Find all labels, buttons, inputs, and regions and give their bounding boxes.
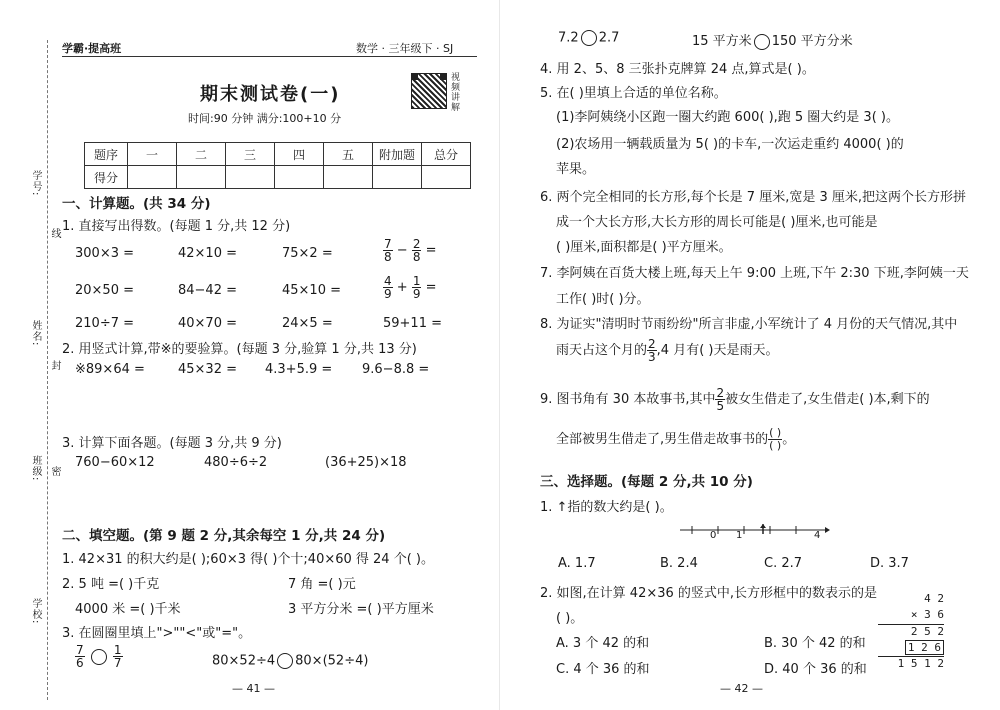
score-cell[interactable] <box>128 166 177 189</box>
side-label-school: 学校: <box>30 598 41 625</box>
q1-fraction-item <box>383 238 437 263</box>
choice-option[interactable]: B. 2.4 <box>660 556 698 571</box>
q1-item: 210÷7 = <box>75 316 135 331</box>
score-cell[interactable] <box>373 166 422 189</box>
score-table <box>84 142 471 189</box>
choice-q2a: 2. 如图,在计算 42×36 的竖式中,长方形框中的数表示的是 <box>540 586 878 601</box>
q3-item: 760−60×12 <box>75 455 155 470</box>
q1-item: 84−42 = <box>178 283 238 298</box>
side-label-student-id: 学号: <box>30 170 41 197</box>
number-line-diagram <box>680 524 830 542</box>
side-label-seal: 封 <box>49 360 60 371</box>
frac-eq: = <box>425 243 437 258</box>
score-header-cell: 题序 <box>85 143 128 166</box>
expr-right: 80×(52÷4) <box>295 653 369 669</box>
score-header-cell: 一 <box>128 143 177 166</box>
score-header-cell: 二 <box>177 143 226 166</box>
score-input-row <box>85 166 471 189</box>
expr-left: 80×52÷4 <box>212 653 276 669</box>
fill-q5-1: (1)李阿姨绕小区跑一圈大约跑 600( ),跑 5 圈大约是 3( )。 <box>556 110 899 125</box>
vm-line: × 3 6 <box>878 608 944 625</box>
frac-num: 1 <box>113 643 122 657</box>
score-cell[interactable] <box>275 166 324 189</box>
frac-num: 2 <box>412 237 421 251</box>
side-label-class: 班级: <box>30 455 41 482</box>
score-cell[interactable] <box>177 166 226 189</box>
compare-decimal <box>558 30 619 46</box>
frac-op: − <box>396 243 408 258</box>
fill-q1: 1. 42×31 的积大约是( );60×3 得( )个十;40×60 得 24 个( )。 <box>62 552 434 567</box>
frac-den: 8 <box>412 250 421 264</box>
fill-q6a: 6. 两个完全相同的长方形,每个长是 7 厘米,宽是 3 厘米,把这两个长方形拼 <box>540 190 967 205</box>
compare-circle[interactable] <box>277 653 293 669</box>
side-label-name: 姓名: <box>30 320 41 347</box>
text-part: 全部被男生借走了,男生借走故事书的 <box>556 432 769 447</box>
brand-logo: 学霸·提高班 <box>62 42 122 55</box>
q2-item: 9.6−8.8 = <box>362 362 430 377</box>
q3-item: (36+25)×18 <box>325 455 407 470</box>
choice-option[interactable]: B. 30 个 42 的和 <box>764 636 866 651</box>
frac-eq: = <box>425 280 437 295</box>
fill-q9a <box>540 387 930 412</box>
compare-circle[interactable] <box>581 30 597 46</box>
score-row-label: 得分 <box>85 166 128 189</box>
fill-q3: 3. 在圆圈里填上">""<"或"="。 <box>62 626 252 641</box>
q1-item: 42×10 = <box>178 246 238 261</box>
compare-area <box>692 30 853 50</box>
fill-q5-2b: 苹果。 <box>556 162 596 177</box>
fill-q2c: 4000 米 =( )千米 <box>75 602 181 617</box>
q2-item: 4.3+5.9 = <box>265 362 333 377</box>
score-header-cell: 附加题 <box>373 143 422 166</box>
section-choice-heading: 三、选择题。(每题 2 分,共 10 分) <box>540 474 753 490</box>
frac-den: 9 <box>412 287 421 301</box>
frac-num: ( ) <box>769 426 782 439</box>
q3-item: 480÷6÷2 <box>204 455 268 470</box>
frac-num: 2 <box>716 386 725 400</box>
number-line-tick: 4 <box>814 530 821 541</box>
text-part: 雨天占这个月的 <box>556 343 648 358</box>
expr-right: 2.7 <box>598 30 620 46</box>
text-part: 。 <box>782 432 796 447</box>
q2-item: 45×32 = <box>178 362 238 377</box>
fill-q5: 5. 在( )里填上合适的单位名称。 <box>540 86 727 101</box>
time-info: 时间:90 分钟 满分:100+10 分 <box>188 112 342 125</box>
fill-q6b: 成一个大长方形,大长方形的周长可能是( )厘米,也可能是 <box>556 215 878 230</box>
side-label-line: 线 <box>49 228 60 239</box>
qr-caption: 视频讲解 <box>449 72 459 112</box>
header-rule <box>62 56 477 57</box>
choice-q1: 1. ↑指的数大约是( )。 <box>540 500 673 515</box>
fill-q9b <box>556 427 795 452</box>
frac-op: + <box>396 280 408 295</box>
frac-num: 2 <box>648 337 656 351</box>
vm-line: 1 5 1 2 <box>897 657 944 670</box>
compare-circle[interactable] <box>754 34 770 50</box>
number-line-tick: 1 <box>736 530 743 541</box>
fill-q3-frac-compare <box>75 644 123 669</box>
choice-option[interactable]: D. 3.7 <box>870 556 909 571</box>
number-line-tick: 0 <box>710 530 717 541</box>
expr-left: 15 平方米 <box>692 34 752 49</box>
q1-item: 40×70 = <box>178 316 238 331</box>
frac-den: 9 <box>384 287 392 301</box>
fill-q7b: 工作( )时( )分。 <box>556 292 650 307</box>
frac-num: 4 <box>384 274 392 288</box>
text-part: 被女生借走了,女生借走( )本,剩下的 <box>725 392 930 407</box>
q1-item: 24×5 = <box>282 316 333 331</box>
q1-item: 75×2 = <box>282 246 333 261</box>
choice-option[interactable]: D. 40 个 36 的和 <box>764 662 867 677</box>
fill-q2d: 3 平方分米 =( )平方厘米 <box>288 602 434 617</box>
expr-right: 150 平方分米 <box>771 34 853 49</box>
vm-line-boxed <box>878 641 944 657</box>
score-cell[interactable] <box>324 166 373 189</box>
right-page <box>500 0 1000 710</box>
choice-option[interactable]: C. 4 个 36 的和 <box>556 662 650 677</box>
q1-item: 300×3 = <box>75 246 135 261</box>
q2-item: ※89×64 = <box>75 362 145 377</box>
fill-q7a: 7. 李阿姨在百货大楼上班,每天上午 9:00 上班,下午 2:30 下班,李阿姨一天 <box>540 266 969 281</box>
q1-item: 20×50 = <box>75 283 135 298</box>
q2-title: 2. 用竖式计算,带※的要验算。(每题 3 分,验算 1 分,共 13 分) <box>62 342 417 357</box>
score-cell[interactable] <box>422 166 471 189</box>
frac-num: 7 <box>384 237 392 251</box>
fill-q8a: 8. 为证实"清明时节雨纷纷"所言非虚,小军统计了 4 月份的天气情况,其中 <box>540 317 958 332</box>
q3-title: 3. 计算下面各题。(每题 3 分,共 9 分) <box>62 436 282 451</box>
score-header-cell: 三 <box>226 143 275 166</box>
vm-line: 2 5 2 <box>910 625 944 638</box>
compare-circle[interactable] <box>91 649 107 665</box>
frac-den: 6 <box>76 656 84 670</box>
fill-q6c: ( )厘米,面积都是( )平方厘米。 <box>556 240 732 255</box>
page-number: — 42 — <box>720 682 763 695</box>
frac-den: 8 <box>384 250 392 264</box>
fill-q3-expr-compare <box>212 653 368 669</box>
q1-fraction-item <box>383 275 437 300</box>
qr-code-icon[interactable] <box>411 73 447 109</box>
section-fill-heading: 二、填空题。(第 9 题 2 分,其余每空 1 分,共 24 分) <box>62 528 386 544</box>
expr-left: 7.2 <box>558 30 579 46</box>
vm-box: 1 2 6 <box>905 640 944 655</box>
page-number: — 41 — <box>232 682 275 695</box>
text-part: ,4 月有( )天是雨天。 <box>656 343 779 358</box>
choice-q2b: ( )。 <box>556 611 584 626</box>
vertical-multiplication <box>878 592 944 673</box>
frac-num: 7 <box>76 643 84 657</box>
choice-option[interactable]: A. 3 个 42 的和 <box>556 636 650 651</box>
frac-den: ( ) <box>769 439 782 452</box>
choice-option[interactable]: A. 1.7 <box>558 556 596 571</box>
q1-item: 59+11 = <box>383 316 443 331</box>
frac-den: 3 <box>648 350 656 364</box>
q1-title: 1. 直接写出得数。(每题 1 分,共 12 分) <box>62 219 291 234</box>
fill-q5-2a: (2)农场用一辆载质量为 5( )的卡车,一次运走重约 4000( )的 <box>556 137 904 152</box>
frac-den: 5 <box>716 399 725 413</box>
frac-num: 1 <box>412 274 421 288</box>
side-label-secret: 密 <box>49 466 60 477</box>
score-header-cell: 四 <box>275 143 324 166</box>
score-header-cell: 五 <box>324 143 373 166</box>
choice-option[interactable]: C. 2.7 <box>764 556 803 571</box>
fill-q4: 4. 用 2、5、8 三张扑克牌算 24 点,算式是( )。 <box>540 62 815 77</box>
fill-q2b: 7 角 =( )元 <box>288 577 356 592</box>
q1-item: 45×10 = <box>282 283 342 298</box>
fill-q8b <box>556 338 778 363</box>
score-cell[interactable] <box>226 166 275 189</box>
page-title: 期末测试卷(一) <box>200 84 341 105</box>
text-part: 9. 图书角有 30 本故事书,其中 <box>540 392 716 407</box>
section-calc-heading: 一、计算题。(共 34 分) <box>62 196 211 212</box>
score-header-cell: 总分 <box>422 143 471 166</box>
vm-line: 4 2 <box>924 592 944 605</box>
subject-header: 数学 · 三年级下 · SJ <box>356 42 454 55</box>
score-header-row <box>85 143 471 166</box>
frac-den: 7 <box>113 656 122 670</box>
fill-q2a: 2. 5 吨 =( )千克 <box>62 577 160 592</box>
